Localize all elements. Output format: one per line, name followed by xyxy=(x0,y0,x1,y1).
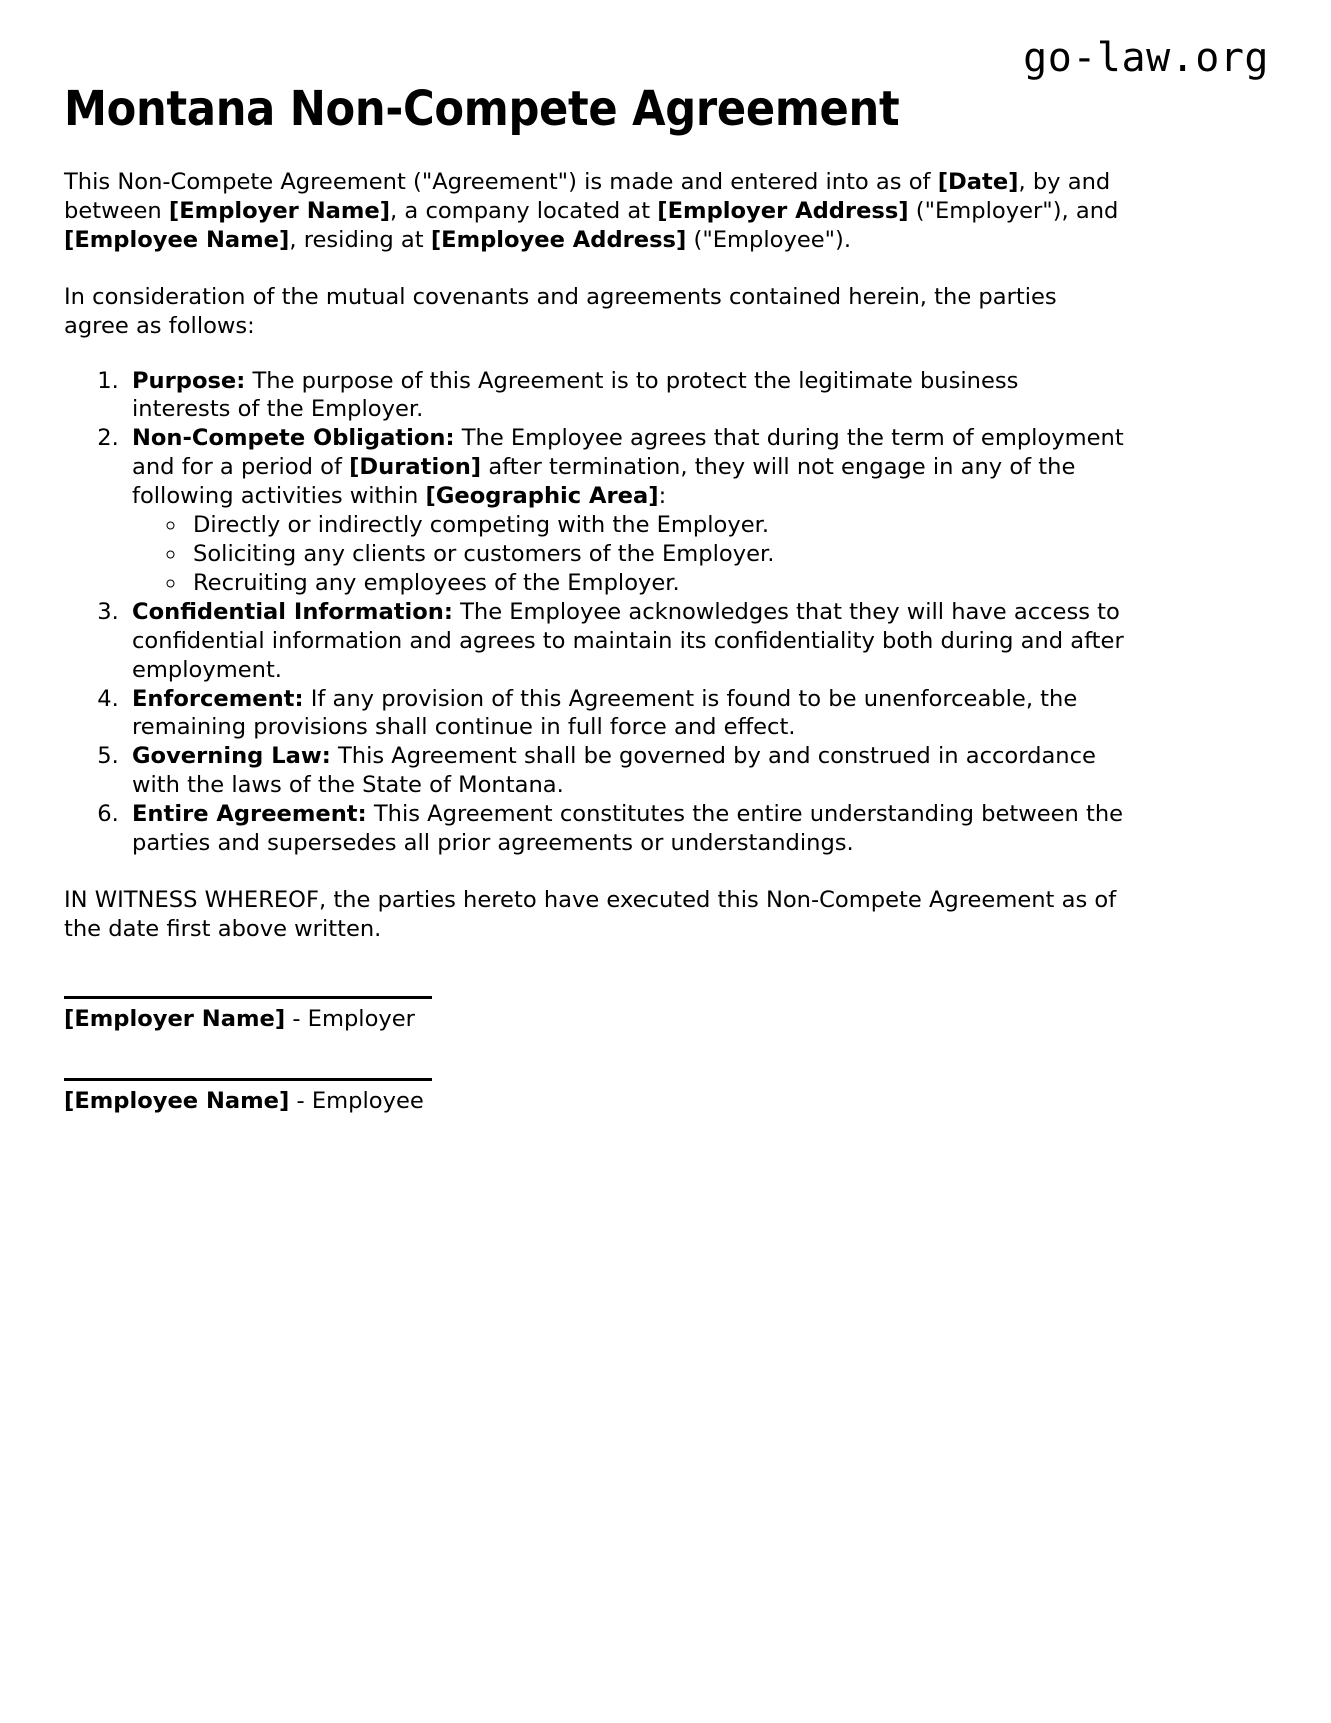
clause-heading: Non-Compete Obligation: xyxy=(132,425,455,452)
clause-item-confidential-information xyxy=(126,598,1124,685)
employer-name-placeholder: [Employer Name] xyxy=(64,1005,286,1032)
clause-item-enforcement xyxy=(126,685,1124,743)
signature-label-employer xyxy=(64,1005,1124,1034)
clause-heading: Enforcement: xyxy=(132,685,304,712)
page-title: Montana Non-Compete Agreement xyxy=(64,81,900,137)
consideration-paragraph: In consideration of the mutual covenants and agreements contained herein, the parties agree as follows: xyxy=(64,283,1057,339)
clause-text-a: The Employee agrees that during the term of employment and for a period of xyxy=(132,425,1124,481)
employer-name-placeholder: [Employer Name] xyxy=(168,197,391,224)
geographic-area-placeholder: [Geographic Area] xyxy=(425,483,659,510)
signature-block-employer xyxy=(64,996,1124,1034)
clause-text: This Agreement constitutes the entire understanding between the parties and supersedes all prior agreements or understandings. xyxy=(132,801,1124,857)
clause-item-non-compete-obligation xyxy=(126,424,1124,597)
intro-text-3: , a company located at xyxy=(390,197,658,224)
intro-text-6: ("Employee"). xyxy=(686,226,852,253)
duration-placeholder: [Duration] xyxy=(349,454,482,481)
subclause-item: ◦ Directly or indirectly competing with the Employer. xyxy=(187,511,1124,540)
intro-text-1: This Non-Compete Agreement ("Agreement") is made and entered into as of xyxy=(64,169,938,195)
intro-text-2: , by and between xyxy=(64,169,1111,224)
clause-text: This Agreement shall be governed by and construed in accordance with the laws of the State of Montana. xyxy=(132,743,1096,799)
clause-heading: Purpose: xyxy=(132,367,246,394)
signature-role: - Employer xyxy=(285,1005,415,1032)
employee-name-placeholder: [Employee Name] xyxy=(64,226,290,253)
witness-paragraph: IN WITNESS WHEREOF, the parties hereto have executed this Non-Compete Agreement as of the date first above written. xyxy=(64,886,1117,942)
employer-address-placeholder: [Employer Address] xyxy=(657,197,909,224)
intro-paragraph xyxy=(64,168,1124,255)
clause-text-c: : xyxy=(658,483,667,510)
employee-address-placeholder: [Employee Address] xyxy=(430,226,687,253)
date-placeholder: [Date] xyxy=(937,169,1019,195)
subclause-item: ◦ Soliciting any clients or customers of the Employer. xyxy=(187,540,1124,569)
document-body xyxy=(64,168,1124,1116)
subclause-list xyxy=(132,511,1124,598)
intro-text-5: , residing at xyxy=(289,226,431,253)
clause-item-governing-law xyxy=(126,742,1124,800)
signature-label-employee xyxy=(64,1087,1124,1116)
signature-line xyxy=(64,996,432,999)
intro-text-4: ("Employer"), and xyxy=(908,197,1119,224)
clause-text: The purpose of this Agreement is to protect the legitimate business interests of the Employer. xyxy=(132,367,1019,423)
clause-heading: Governing Law: xyxy=(132,743,331,770)
employee-name-placeholder: [Employee Name] xyxy=(64,1087,290,1114)
clause-item-entire-agreement xyxy=(126,800,1124,858)
clause-heading: Entire Agreement: xyxy=(132,801,367,828)
site-logo: go-law.org xyxy=(1023,35,1269,81)
signature-role: - Employee xyxy=(289,1087,424,1114)
clause-text-b: after termination, they will not engage in any of the following activities within xyxy=(132,454,1076,510)
signature-block-employee xyxy=(64,1078,1124,1116)
clause-text: If any provision of this Agreement is found to be unenforceable, the remaining provisions shall continue in full force and effect. xyxy=(132,685,1078,741)
signature-line xyxy=(64,1078,432,1081)
clause-text: The Employee acknowledges that they will have access to confidential information and agrees to maintain its confidentiality both during and after employment. xyxy=(132,598,1124,683)
clause-item-purpose xyxy=(126,367,1124,425)
clause-list xyxy=(64,367,1124,858)
subclause-item: ◦ Recruiting any employees of the Employer. xyxy=(187,569,1124,598)
clause-heading: Confidential Information: xyxy=(132,598,453,625)
